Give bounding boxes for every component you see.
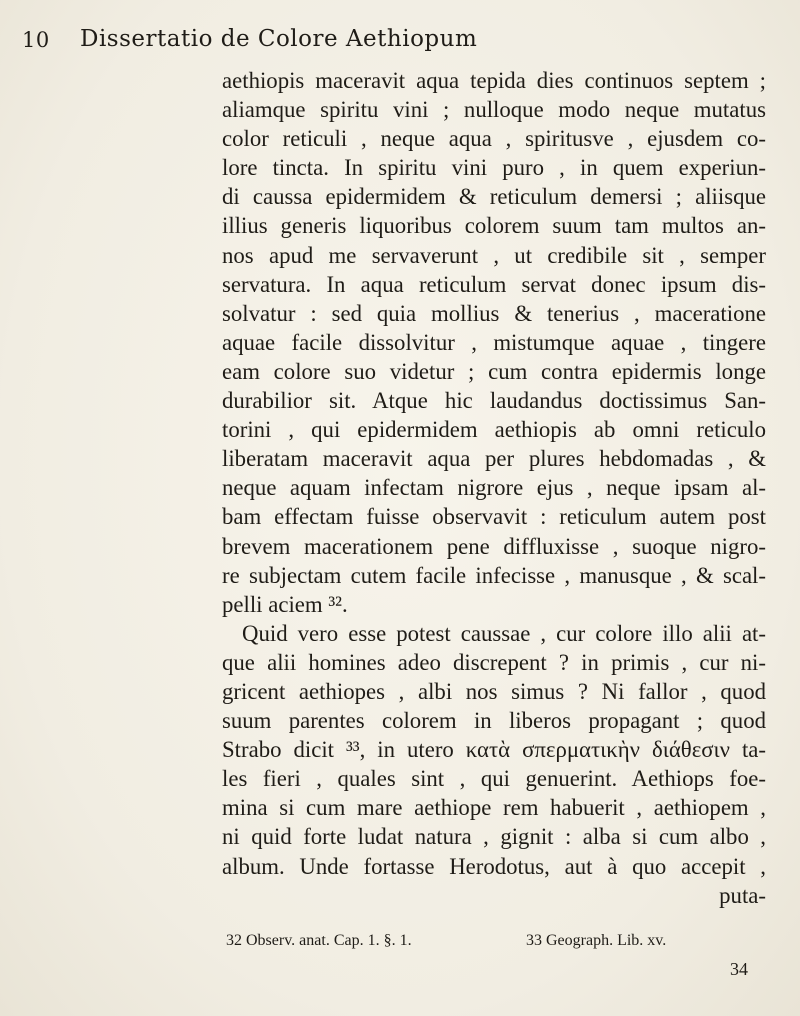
- text-line: neque aquam infectam nigrore ejus , neque ipsam al-: [222, 475, 766, 501]
- catchword: 34: [730, 959, 748, 979]
- text-line: ni quid forte ludat natura , gignit : alba si cum albo ,: [222, 824, 766, 850]
- text-line: lore tincta. In spiritu vini puro , in quem experiun-: [222, 155, 766, 181]
- text-line: Quid vero esse potest caussae , cur colore illo alii at-: [242, 620, 766, 646]
- text-line: liberatam maceravit aqua per plures hebdomadas , &: [222, 446, 766, 472]
- body-text: [222, 66, 766, 910]
- text-line: solvatur : sed quia mollius & tenerius , maceratione: [222, 300, 766, 326]
- text-line: aquae facile dissolvitur , mistumque aquae , tingere: [222, 329, 766, 355]
- text-line: nos apud me servaverunt , ut credibile sit , semper: [222, 242, 766, 268]
- text-line: album. Unde fortasse Herodotus, aut à quo accepit ,: [222, 853, 766, 879]
- text-line: puta-: [719, 882, 766, 908]
- footnote-32: 32 Observ. anat. Cap. 1. §. 1.: [226, 932, 412, 949]
- text-line: pelli aciem ³².: [222, 591, 348, 617]
- running-title: Dissertatio de Colore Aethiopum: [80, 26, 478, 52]
- text-line: que alii homines adeo discrepent ? in primis , cur ni-: [222, 649, 766, 675]
- text-line: suum parentes colorem in liberos propagant ; quod: [222, 708, 766, 734]
- text-line: eam colore suo videtur ; cum contra epidermis longe: [222, 358, 766, 384]
- text-line: di caussa epidermidem & reticulum demersi ; aliisque: [222, 184, 766, 210]
- text-line: aliamque spiritu vini ; nulloque modo neque mutatus: [222, 97, 766, 123]
- text-line: torini , qui epidermidem aethiopis ab omni reticulo: [222, 417, 766, 443]
- page-number: 10: [22, 28, 50, 52]
- text-line: gricent aethiopes , albi nos simus ? Ni fallor , quod: [222, 678, 766, 704]
- text-line: brevem macerationem pene diffluxisse , suoque nigro-: [222, 533, 766, 559]
- footnote-33: 33 Geograph. Lib. xv.: [526, 932, 667, 949]
- text-line: aethiopis maceravit aqua tepida dies continuos septem ;: [222, 68, 766, 93]
- text-line: Strabo dicit ³³, in utero κατὰ σπερματικὴν διάθεσιν ta-: [222, 737, 766, 763]
- text-line: re subjectam cutem facile infecisse , manusque , & scal-: [222, 562, 766, 588]
- text-line: durabilior sit. Atque hic laudandus doctissimus San-: [222, 388, 766, 414]
- text-line: color reticuli , neque aqua , spiritusve , ejusdem co-: [222, 126, 766, 152]
- text-line: illius generis liquoribus colorem suum tam multos an-: [222, 213, 766, 239]
- text-line: les fieri , quales sint , qui genuerint. Aethiops foe-: [222, 766, 766, 792]
- text-line: servatura. In aqua reticulum servat donec ipsum dis-: [222, 271, 766, 297]
- text-line: mina si cum mare aethiope rem habuerit , aethiopem ,: [222, 795, 766, 821]
- page-header: [22, 20, 760, 60]
- text-line: bam effectam fuisse observavit : reticulum autem post: [222, 504, 766, 530]
